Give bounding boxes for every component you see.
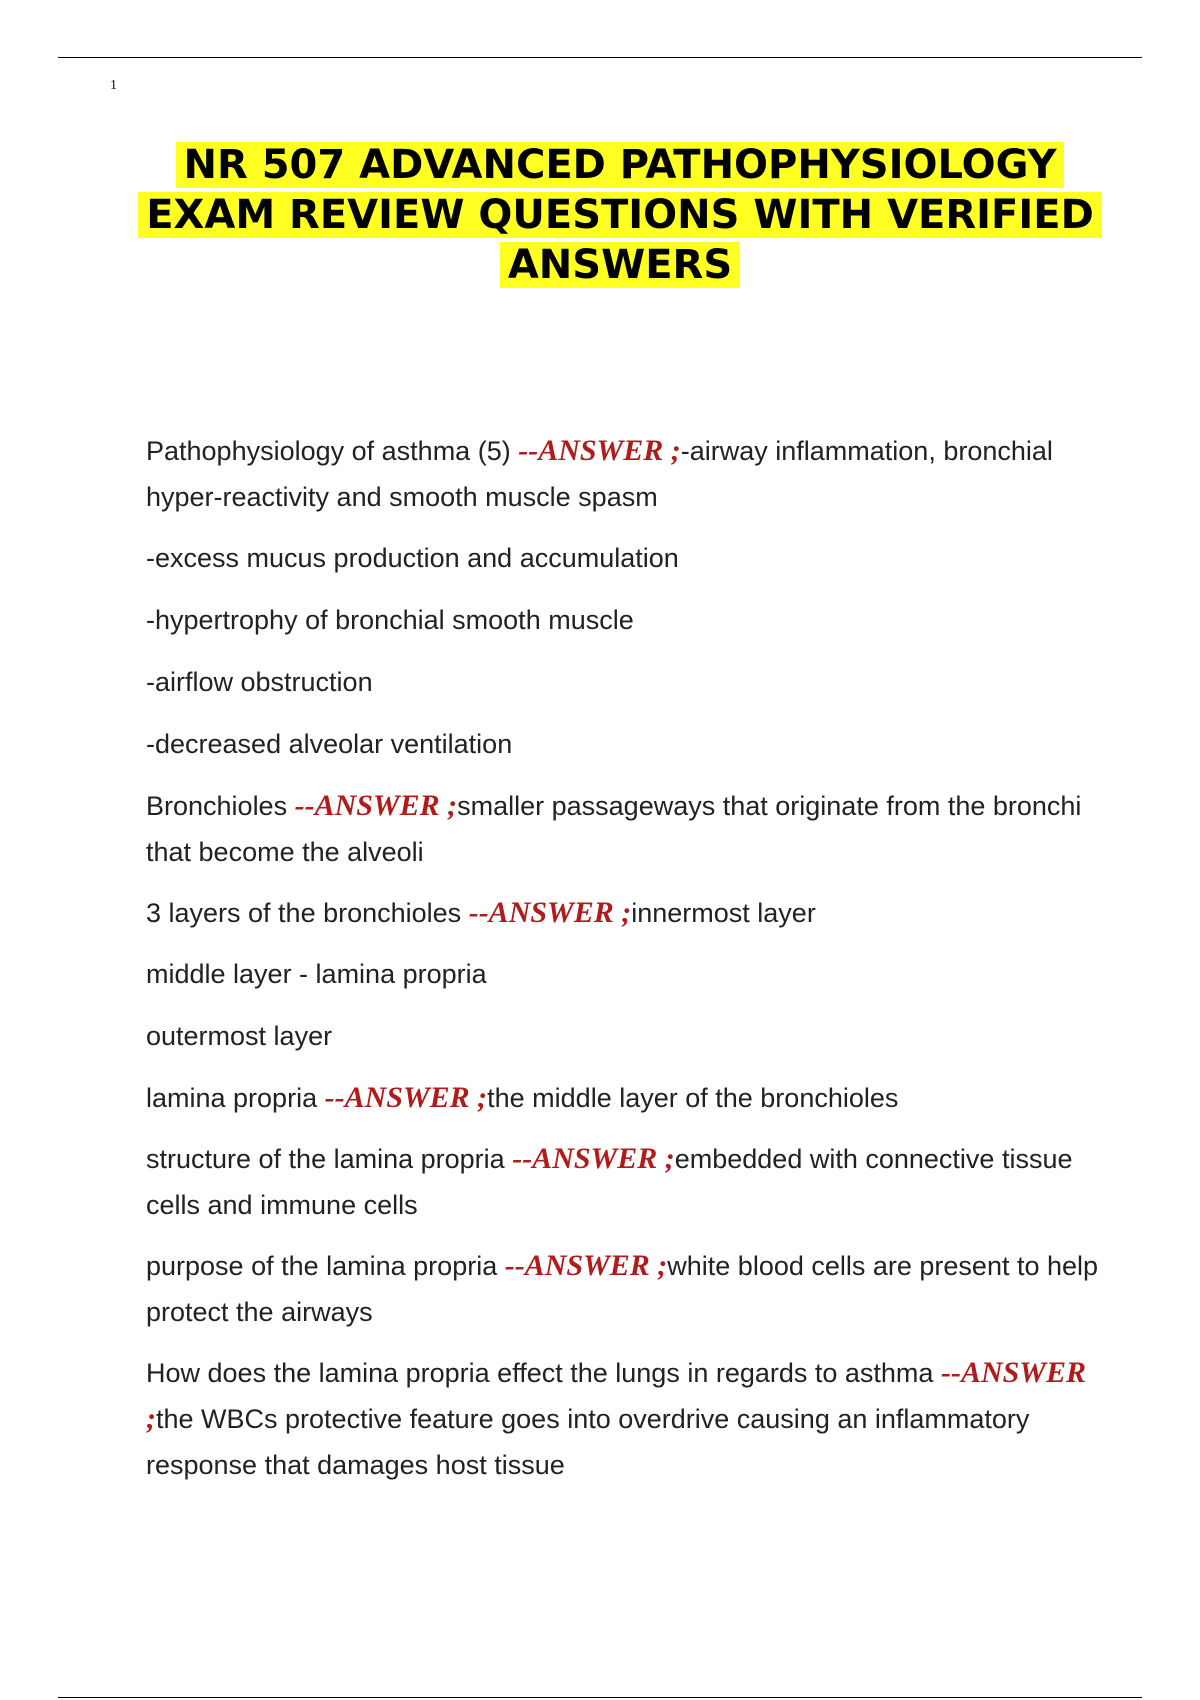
qa-entry — [146, 1136, 1106, 1228]
qa-entry — [146, 783, 1106, 875]
question-text: Pathophysiology of asthma (5) — [146, 436, 511, 466]
title-line-3: ANSWERS — [500, 242, 740, 288]
answer-marker: --ANSWER ; — [512, 1142, 675, 1175]
question-text: structure of the lamina propria — [146, 1144, 505, 1174]
qa-continuation: -hypertrophy of bronchial smooth muscle — [146, 605, 634, 635]
qa-continuation: -excess mucus production and accumulation — [146, 543, 679, 573]
qa-entry — [146, 428, 1106, 520]
answer-marker: --ANSWER ; — [146, 1356, 1087, 1435]
qa-continuation: -airflow obstruction — [146, 667, 373, 697]
qa-entry — [146, 1243, 1106, 1335]
answer-marker: --ANSWER ; — [468, 896, 632, 929]
qa-continuation: outermost layer — [146, 1021, 333, 1051]
answer-text: smaller passageways that originate from the bronchi that become the alveoli — [146, 791, 1082, 867]
question-text: lamina propria — [146, 1083, 318, 1113]
answer-text: the middle layer of the bronchioles — [487, 1083, 899, 1113]
document-title — [100, 140, 1140, 290]
answer-text: -airway inflammation, bronchial hyper-reactivity and smooth muscle spasm — [146, 436, 1053, 512]
title-line-1: NR 507 ADVANCED PATHOPHYSIOLOGY — [176, 142, 1065, 188]
question-text: purpose of the lamina propria — [146, 1251, 498, 1281]
qa-entry — [146, 1350, 1106, 1488]
page-number: 1 — [110, 78, 117, 93]
footer-rule — [58, 1697, 1142, 1698]
question-text: How does the lamina propria effect the lungs in regards to asthma — [146, 1358, 934, 1388]
question-text: 3 layers of the bronchioles — [146, 898, 462, 928]
answer-marker: --ANSWER ; — [518, 434, 681, 467]
qa-entry — [146, 890, 1106, 936]
qa-continuation: -decreased alveolar ventilation — [146, 729, 513, 759]
answer-marker: --ANSWER ; — [294, 789, 458, 822]
question-text: Bronchioles — [146, 791, 288, 821]
answer-marker: --ANSWER ; — [324, 1081, 488, 1114]
answer-text: the WBCs protective feature goes into overdrive causing an inflammatory response that damages host tissue — [146, 1404, 1030, 1480]
qa-entry — [146, 1075, 1106, 1121]
answer-marker: --ANSWER ; — [504, 1249, 668, 1282]
qa-list — [146, 428, 1106, 1503]
title-line-2: EXAM REVIEW QUESTIONS WITH VERIFIED — [138, 192, 1102, 238]
answer-text: innermost layer — [631, 898, 816, 928]
answer-text: white blood cells are present to help protect the airways — [146, 1251, 1099, 1327]
header-rule — [58, 57, 1142, 58]
answer-text: embedded with connective tissue cells and immune cells — [146, 1144, 1073, 1220]
qa-continuation: middle layer - lamina propria — [146, 959, 487, 989]
